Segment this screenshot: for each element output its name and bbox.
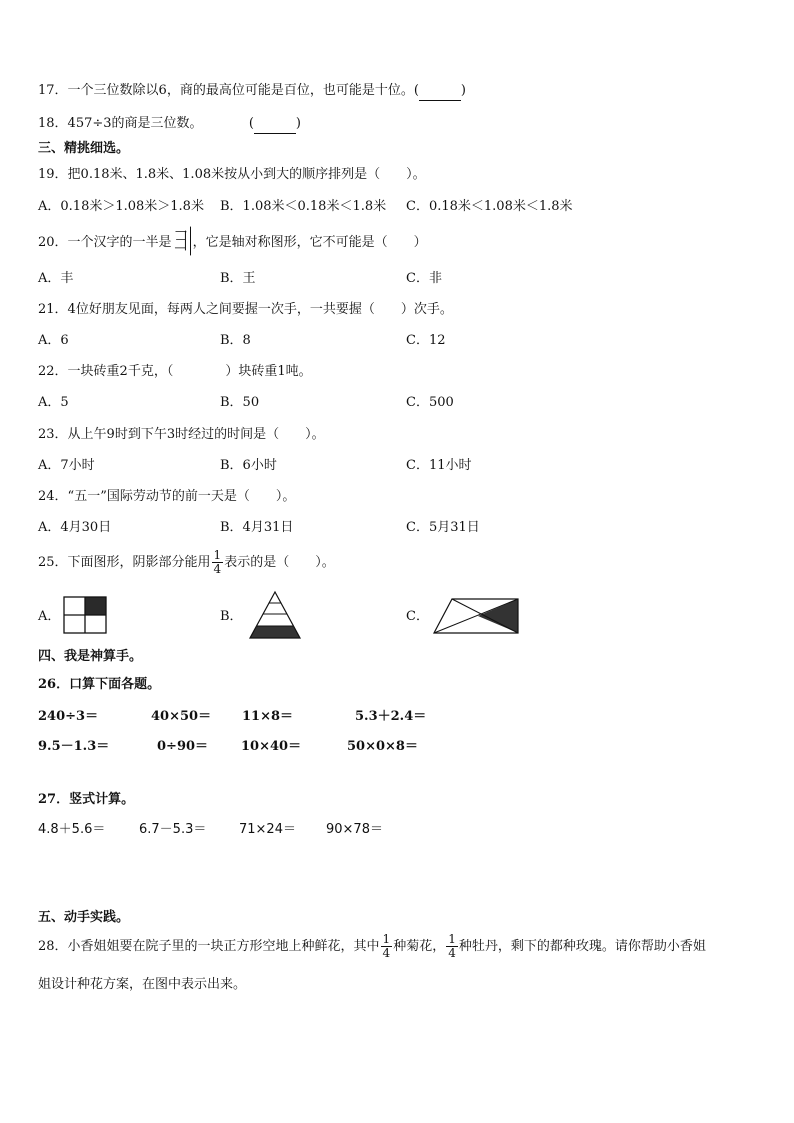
calc-item: 5.3＋2.4＝ xyxy=(355,709,427,724)
fraction-denominator: 4 xyxy=(382,946,391,960)
option-21-c[interactable]: C．12 xyxy=(406,333,446,348)
parallelogram-figure xyxy=(432,597,520,635)
question-17 xyxy=(38,82,466,101)
vertical-calc-item: 6.7－5.3＝ xyxy=(139,822,207,837)
fraction-numerator: 1 xyxy=(448,932,456,946)
question-21-text: 21．4位好朋友见面，每两人之间要握一次手，一共要握（ ）次手。 xyxy=(38,302,453,317)
question-18-close: ) xyxy=(295,116,301,131)
section-5-heading: 五、动手实践。 xyxy=(38,910,130,925)
question-20-pre: 20．一个汉字的一半是 xyxy=(38,235,172,250)
answer-blank-17[interactable] xyxy=(419,82,461,101)
option-19-b[interactable]: B．1.08米＜0.18米＜1.8米 xyxy=(220,199,387,214)
option-21-a[interactable]: A．6 xyxy=(38,333,69,348)
question-20-post: ，它是轴对称图形，它不可能是（ ） xyxy=(192,235,427,250)
calc-item: 40×50＝ xyxy=(151,709,212,724)
calc-item: 9.5－1.3＝ xyxy=(38,739,110,754)
calc-item: 240÷3＝ xyxy=(38,709,99,724)
question-28-mid: 种菊花， xyxy=(393,939,446,954)
calc-item: 50×0×8＝ xyxy=(347,739,418,754)
question-24-text: 24．“五一”国际劳动节的前一天是（ ）。 xyxy=(38,489,296,504)
shaded-bottom-band xyxy=(250,626,300,638)
question-28-line2: 姐设计种花方案，在图中表示出来。 xyxy=(38,977,247,992)
option-19-c[interactable]: C．0.18米＜1.08米＜1.8米 xyxy=(406,199,573,214)
question-19-text: 19．把0.18米、1.8米、1.08米按从小到大的顺序排列是（ ）。 xyxy=(38,167,426,182)
question-25-post: 表示的是（ ）。 xyxy=(224,555,335,570)
question-25-pre: 25．下面图形，阴影部分能用 xyxy=(38,555,211,570)
section-4-heading: 四、我是神算手。 xyxy=(38,649,143,664)
answer-blank-18[interactable] xyxy=(254,115,296,134)
fraction-one-quarter-chrysanthemum xyxy=(381,933,393,960)
question-17-text: 17．一个三位数除以6，商的最高位可能是百位，也可能是十位。( xyxy=(38,83,419,98)
striped-triangle-figure xyxy=(247,590,303,640)
question-20 xyxy=(38,226,427,256)
vertical-calc-item: 4.8＋5.6＝ xyxy=(38,822,106,837)
option-23-c[interactable]: C．11小时 xyxy=(406,458,472,473)
calc-item: 10×40＝ xyxy=(241,739,302,754)
question-23-text: 23．从上午9时到下午3时经过的时间是（ ）。 xyxy=(38,427,325,442)
vertical-calc-item: 90×78＝ xyxy=(326,822,383,837)
fraction-numerator: 1 xyxy=(213,548,222,562)
question-28 xyxy=(38,928,706,966)
fraction-one-quarter xyxy=(212,549,224,576)
quartered-square-figure xyxy=(63,596,107,634)
question-28-pre: 28．小香姐姐要在院子里的一块正方形空地上种鲜花，其中 xyxy=(38,939,380,954)
question-26-title: 26．口算下面各题。 xyxy=(38,677,161,692)
half-character-glyph: 彐 xyxy=(173,226,189,256)
option-22-c[interactable]: C．500 xyxy=(406,395,454,410)
option-20-b[interactable]: B．王 xyxy=(220,271,256,286)
question-28-post: 种牡丹，剩下的都种玫瑰。请你帮助小香姐 xyxy=(458,939,706,954)
calc-item: 11×8＝ xyxy=(242,709,294,724)
option-25-a[interactable]: A． xyxy=(38,609,61,624)
shaded-quarter xyxy=(85,597,106,615)
fraction-numerator: 1 xyxy=(382,932,391,946)
question-27-title: 27．竖式计算。 xyxy=(38,792,135,807)
option-22-a[interactable]: A．5 xyxy=(38,395,69,410)
option-24-c[interactable]: C．5月31日 xyxy=(406,520,480,535)
section-3-heading: 三、精挑细选。 xyxy=(38,141,130,156)
option-24-b[interactable]: B．4月31日 xyxy=(220,520,294,535)
option-24-a[interactable]: A．4月30日 xyxy=(38,520,112,535)
question-18 xyxy=(38,115,301,134)
calc-item: 0÷90＝ xyxy=(157,739,209,754)
fraction-denominator: 4 xyxy=(213,562,222,576)
vertical-calc-item: 71×24＝ xyxy=(239,822,296,837)
question-18-text: 18．457÷3的商是三位数。 xyxy=(38,116,203,131)
question-25 xyxy=(38,548,335,578)
option-20-c[interactable]: C．非 xyxy=(406,271,442,286)
question-17-close: ) xyxy=(460,83,466,98)
fraction-denominator: 4 xyxy=(448,946,456,960)
option-25-c[interactable]: C． xyxy=(406,609,429,624)
option-20-a[interactable]: A．丰 xyxy=(38,271,74,286)
option-25-b[interactable]: B． xyxy=(220,609,243,624)
option-21-b[interactable]: B．8 xyxy=(220,333,251,348)
fraction-one-quarter-peony xyxy=(446,933,458,960)
option-19-a[interactable]: A．0.18米＞1.08米＞1.8米 xyxy=(38,199,204,214)
question-22-text: 22．一块砖重2千克，（ ）块砖重1吨。 xyxy=(38,364,312,379)
option-23-b[interactable]: B．6小时 xyxy=(220,458,277,473)
option-23-a[interactable]: A．7小时 xyxy=(38,458,95,473)
option-22-b[interactable]: B．50 xyxy=(220,395,260,410)
question-18-open: ( xyxy=(248,116,254,131)
